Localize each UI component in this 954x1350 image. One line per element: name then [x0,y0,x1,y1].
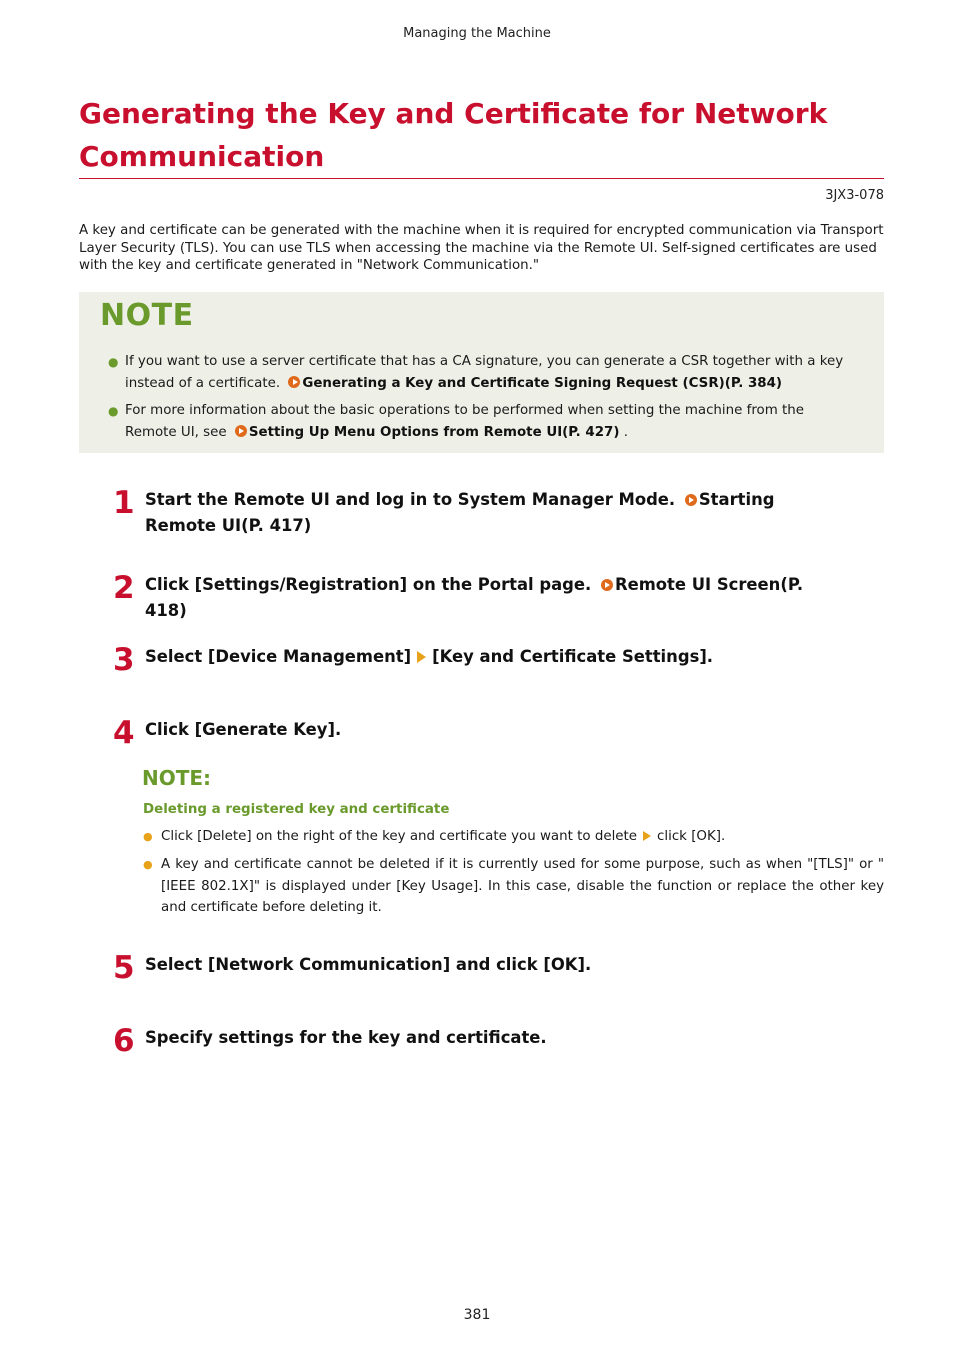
bullet-icon: ● [108,404,119,418]
note-item [108,351,848,395]
page-number: 381 [463,1307,491,1323]
xref-link-starting-remote-ui[interactable]: Starting Remote UI(P. 417) [145,490,775,535]
bullet-icon: ● [108,355,119,369]
step-note-text: Click [Delete] on the right of the key and certificate you want to delete [161,829,638,844]
step-instruction: Click [Settings/Registration] on the Portal page. [145,575,592,594]
xref-link-menu-options[interactable]: Setting Up Menu Options from Remote UI(P. 427) [248,425,620,440]
step-note-text-cont: click [OK]. [657,829,726,844]
document-code: 3JX3-078 [825,188,884,203]
running-header: Managing the Machine [403,26,551,41]
menu-arrow-icon [417,651,426,663]
step-text [145,487,825,539]
step-instruction: Select [Device Management] [145,647,412,666]
step-text: Specify settings for the key and certificate. [145,1028,547,1047]
step-instruction-cont: [Key and Certificate Settings]. [432,647,714,666]
note-item [108,400,848,444]
step-number: 5 [113,950,135,986]
note-item-suffix: . [619,425,628,440]
title-divider [79,178,884,179]
step-note-heading: NOTE: [142,766,212,790]
link-arrow-icon [685,494,697,506]
link-arrow-icon [288,376,300,388]
page-title: Generating the Key and Certificate for Network Communication [79,97,828,173]
step-text [145,572,825,624]
step-instruction: Start the Remote UI and log in to System Manager Mode. [145,490,676,509]
step-note-item [143,826,884,848]
link-arrow-icon [235,425,247,437]
bullet-icon: ● [143,830,153,843]
step-number: 4 [113,715,135,751]
step-text [145,644,825,670]
note-item-text: For more information about the basic operations to be performed when setting the machine from the Remote UI, see [125,403,805,440]
step-number: 2 [113,570,135,606]
step-note-text: A key and certificate cannot be deleted if it is currently used for some purpose, such as when "[TLS]" or "[IEEE 802.1X]" is displayed under [Key Usage]. In this case, disable the function or replace the other key and certificate before deleting it. [161,857,884,915]
step-text: Click [Generate Key]. [145,720,342,739]
note-item-text: If you want to use a server certificate that has a CA signature, you can generate a CSR together with a key instead of a certificate. [125,354,844,391]
xref-link-remote-ui-screen[interactable]: Remote UI Screen(P. 418) [145,575,804,620]
step-note-item [143,854,884,919]
menu-arrow-icon [643,831,651,841]
bullet-icon: ● [143,858,153,871]
step-number: 3 [113,642,135,678]
note-heading: NOTE [100,298,194,333]
xref-link-csr[interactable]: Generating a Key and Certificate Signing Request (CSR)(P. 384) [302,376,783,391]
link-arrow-icon [601,579,613,591]
step-text: Select [Network Communication] and click [OK]. [145,955,592,974]
intro-paragraph: A key and certificate can be generated with the machine when it is required for encrypted communication via Transport Layer Security (TLS). You can use TLS when accessing the machine via the Remote UI. Self-signed certificates are used with the key and certificate generated in "Network Communication." [79,223,884,273]
step-note-subheading: Deleting a registered key and certificate [143,802,450,817]
step-number: 1 [113,485,135,521]
step-number: 6 [113,1023,135,1059]
